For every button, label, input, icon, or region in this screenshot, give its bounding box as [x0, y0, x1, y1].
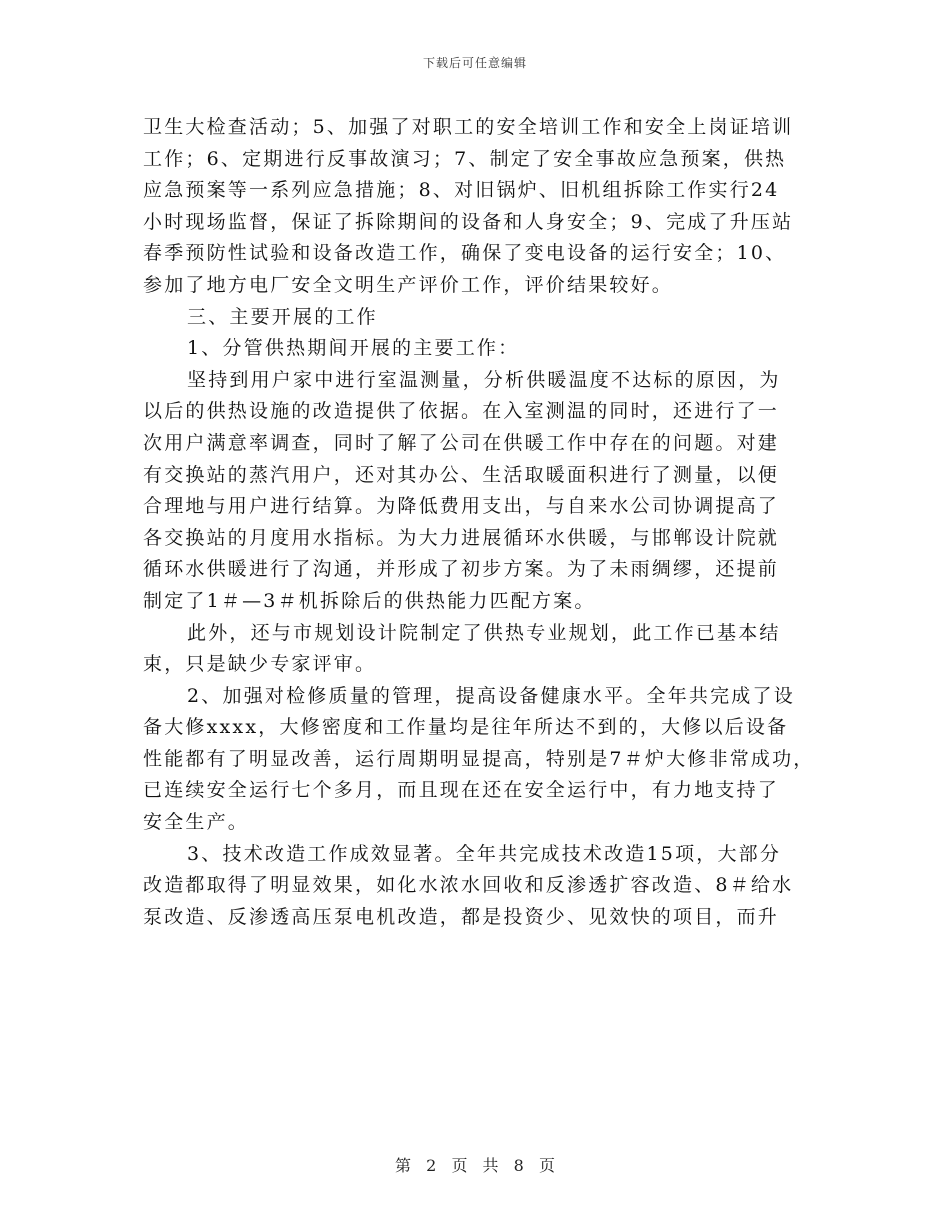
footer-prefix: 第	[395, 1156, 412, 1175]
text-line: 以后的供热设施的改造提供了依据。在入室测温的同时，还进行了一	[143, 400, 780, 423]
text-line: 备大修xxxx，大修密度和工作量均是往年所达不到的，大修以后设备	[143, 716, 789, 739]
footer-total-unit: 页	[538, 1156, 555, 1175]
text-line: 坚持到用户家中进行室温测量，分析供暖温度不达标的原因，为	[187, 368, 781, 391]
page-footer	[0, 1153, 950, 1176]
total-pages: 8	[513, 1156, 524, 1175]
text-line: 循环水供暖进行了沟通，并形成了初步方案。为了未雨绸缪，还提前	[143, 558, 780, 581]
text-line: 卫生大检查活动；5、加强了对职工的安全培训工作和安全上岗证培训	[143, 116, 794, 138]
section-heading: 三、主要开展的工作	[187, 305, 378, 328]
page-header: 下载后可任意编辑	[422, 56, 527, 70]
subsection-heading: 1、分管供热期间开展的主要工作：	[187, 337, 520, 360]
footer-page-unit: 页	[451, 1156, 468, 1175]
text-line: 2、加强对检修质量的管理，提高设备健康水平。全年共完成了设	[187, 684, 795, 707]
text-line: 泵改造、反渗透高压泵电机改造，都是投资少、见效快的项目，而升	[143, 905, 780, 928]
text-line: 各交换站的月度用水指标。为大力进展循环水供暖，与邯郸设计院就	[143, 526, 780, 549]
page-number: 2	[426, 1156, 437, 1175]
text-line: 安全生产。	[143, 811, 250, 834]
document-body	[143, 112, 843, 933]
text-line: 有交换站的蒸汽用户，还对其办公、生活取暖面积进行了测量，以便	[143, 463, 780, 486]
text-line: 束，只是缺少专家评审。	[143, 653, 377, 676]
text-line: 小时现场监督，保证了拆除期间的设备和人身安全；9、完成了升压站	[143, 210, 794, 233]
text-line: 春季预防性试验和设备改造工作，确保了变电设备的运行安全；10、	[143, 242, 787, 265]
text-line: 此外，还与市规划设计院制定了供热专业规划，此工作已基本结	[187, 621, 781, 644]
text-line: 工作；6、定期进行反事故演习；7、制定了安全事故应急预案，供热	[143, 147, 787, 170]
text-line: 制定了1＃—3＃机拆除后的供热能力匹配方案。	[143, 589, 596, 612]
text-line: 应急预案等一系列应急措施；8、对旧锅炉、旧机组拆除工作实行24	[143, 179, 780, 202]
text-line: 合理地与用户进行结算。为降低费用支出，与自来水公司协调提高了	[143, 495, 780, 518]
text-line: 次用户满意率调查，同时了解了公司在供暖工作中存在的问题。对建	[143, 431, 780, 454]
text-line: 已连续安全运行七个多月，而且现在还在安全运行中，有力地支持了	[143, 779, 780, 802]
text-line: 3、技术改造工作成效显著。全年共完成技术改造15项，大部分	[187, 842, 782, 865]
text-line: 改造都取得了明显效果，如化水浓水回收和反渗透扩容改造、8＃给水	[143, 874, 794, 897]
text-line: 参加了地方电厂安全文明生产评价工作，评价结果较好。	[143, 273, 674, 296]
text-line: 性能都有了明显改善，运行周期明显提高，特别是7＃炉大修非常成功，	[143, 747, 815, 770]
footer-total-prefix: 共	[482, 1156, 499, 1175]
